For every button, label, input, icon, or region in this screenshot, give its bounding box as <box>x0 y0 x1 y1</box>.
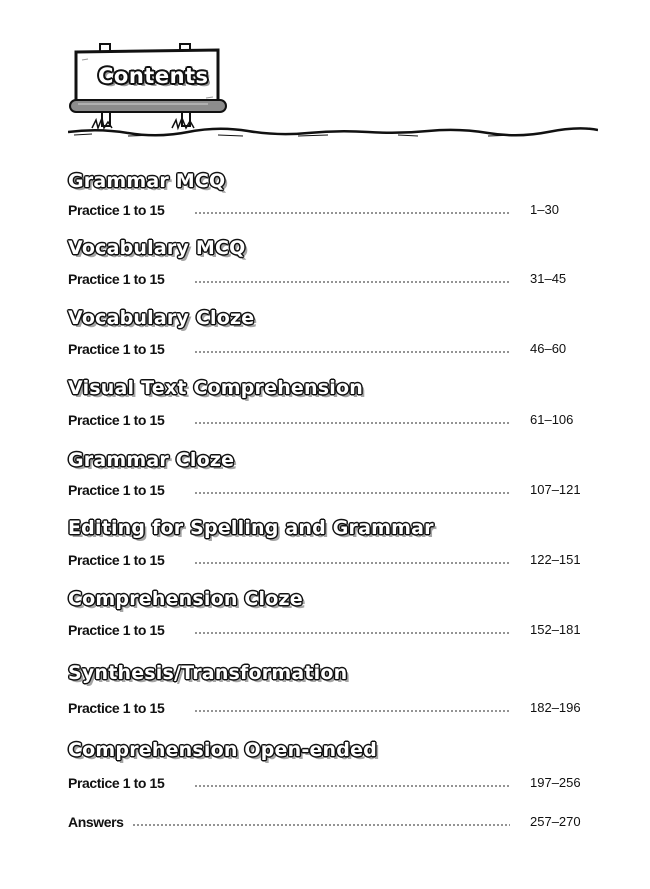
entry-label: Practice 1 to 15 <box>68 482 165 498</box>
section-title: Editing for Spelling and Grammar <box>68 517 434 539</box>
dot-leader <box>194 785 510 787</box>
dot-leader <box>194 710 510 712</box>
toc-entry-answers[interactable] <box>68 814 588 832</box>
toc-entry[interactable] <box>68 412 588 430</box>
toc-entry[interactable] <box>68 202 588 220</box>
ground-line <box>68 120 598 140</box>
dot-leader <box>194 492 510 494</box>
dot-leader <box>194 562 510 564</box>
entry-pages: 122–151 <box>530 552 581 567</box>
entry-pages: 31–45 <box>530 271 567 286</box>
section-title: Visual Text Comprehension <box>68 377 363 399</box>
toc-entry[interactable] <box>68 271 588 289</box>
entry-pages: 152–181 <box>530 622 581 637</box>
toc-entry[interactable] <box>68 341 588 359</box>
toc-entry[interactable] <box>68 622 588 640</box>
dot-leader <box>194 212 510 214</box>
toc-entry[interactable] <box>68 775 588 793</box>
section-title: Grammar MCQ <box>68 170 226 192</box>
section-title: Comprehension Cloze <box>68 588 303 610</box>
entry-label: Practice 1 to 15 <box>68 202 165 218</box>
entry-pages: 61–106 <box>530 412 574 427</box>
entry-label: Practice 1 to 15 <box>68 700 165 716</box>
entry-label: Practice 1 to 15 <box>68 622 165 638</box>
dot-leader <box>132 824 510 826</box>
dot-leader <box>194 422 510 424</box>
toc-entry[interactable] <box>68 482 588 500</box>
dot-leader <box>194 632 510 634</box>
section-title: Comprehension Open-ended <box>68 739 377 761</box>
entry-pages: 182–196 <box>530 700 581 715</box>
toc-entry[interactable] <box>68 552 588 570</box>
entry-pages: 197–256 <box>530 775 581 790</box>
entry-label: Practice 1 to 15 <box>68 271 165 287</box>
dot-leader <box>194 351 510 353</box>
entry-label: Answers <box>68 814 124 830</box>
section-title: Vocabulary Cloze <box>68 307 255 329</box>
page-title: Contents <box>98 64 209 88</box>
section-title: Vocabulary MCQ <box>68 237 246 259</box>
dot-leader <box>194 281 510 283</box>
entry-label: Practice 1 to 15 <box>68 341 165 357</box>
entry-label: Practice 1 to 15 <box>68 412 165 428</box>
entry-label: Practice 1 to 15 <box>68 552 165 568</box>
entry-pages: 107–121 <box>530 482 581 497</box>
entry-pages: 46–60 <box>530 341 567 356</box>
entry-label: Practice 1 to 15 <box>68 775 165 791</box>
toc-entry[interactable] <box>68 700 588 718</box>
section-title: Grammar Cloze <box>68 449 235 471</box>
section-title: Synthesis/Transformation <box>68 662 348 684</box>
entry-pages: 1–30 <box>530 202 559 217</box>
entry-pages: 257–270 <box>530 814 581 829</box>
